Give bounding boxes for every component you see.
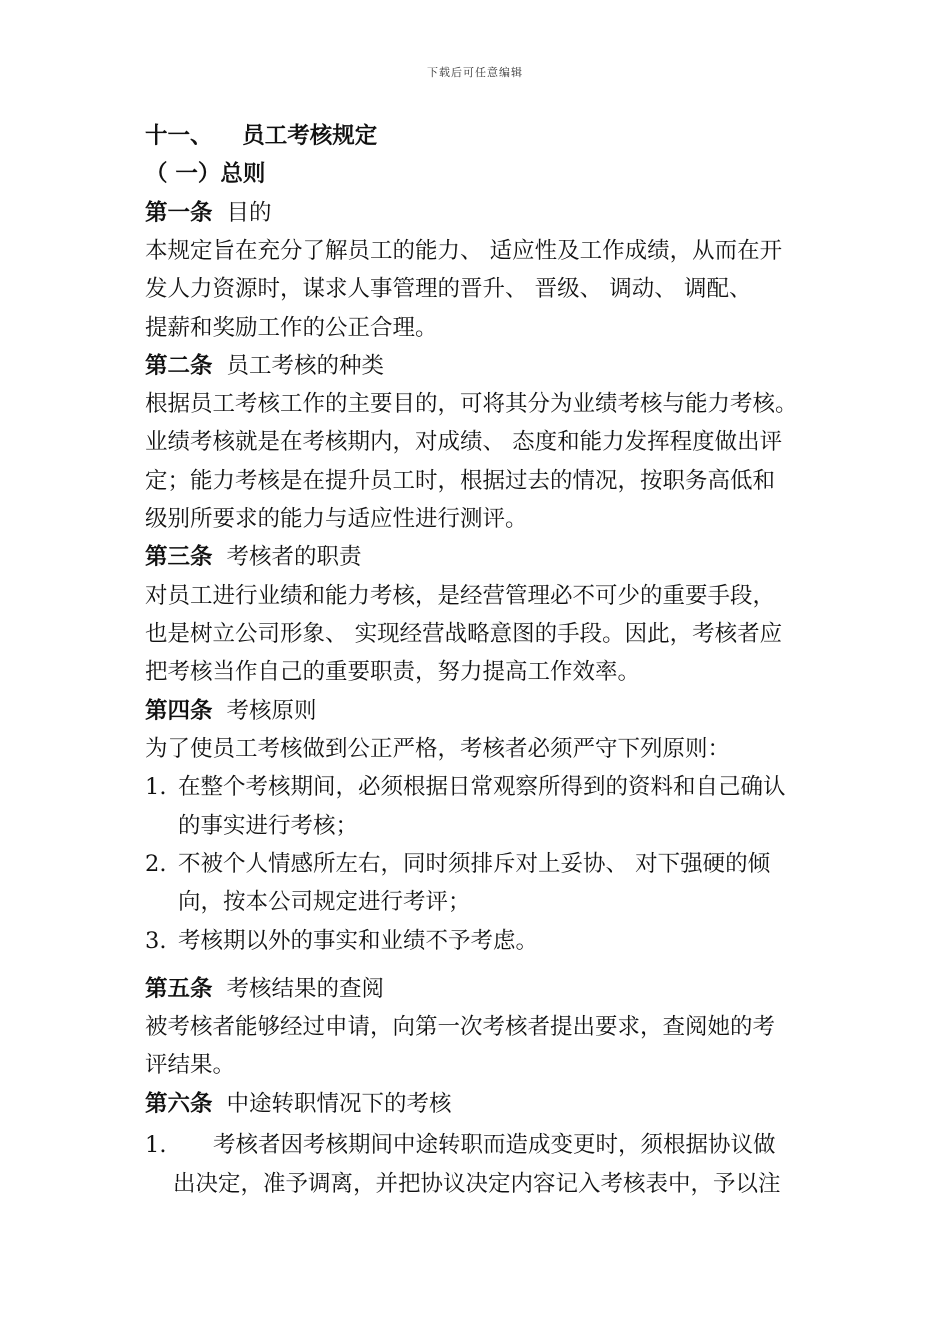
paragraph-line: 也是树立公司形象、 实现经营战略意图的手段。因此，考核者应 [145, 621, 783, 647]
paragraph-line: 发人力资源时，谋求人事管理的晋升、 晋级、 调动、 调配、 [145, 276, 752, 302]
list-number: 2. [145, 851, 167, 877]
article-label: 第一条 [145, 200, 213, 226]
paragraph-line: 本规定旨在充分了解员工的能力、 适应性及工作成绩，从而在开 [145, 238, 783, 264]
paragraph-line: 被考核者能够经过申请，向第一次考核者提出要求，查阅她的考 [145, 1014, 776, 1040]
paragraph-line: 评结果。 [145, 1052, 236, 1078]
section-heading: （ 一）总则 [145, 161, 266, 187]
paragraph-line: 定；能力考核是在提升员工时，根据过去的情况，按职务高低和 [145, 468, 776, 494]
paragraph-line: 提薪和奖励工作的公正合理。 [145, 315, 438, 341]
list-item [145, 1130, 776, 1160]
page-header: 下载后可任意编辑 [427, 66, 523, 79]
chapter-heading [145, 121, 377, 151]
list-number: 1. [145, 1132, 167, 1158]
paragraph-line: 业绩考核就是在考核期内，对成绩、 态度和能力发挥程度做出评 [145, 429, 783, 455]
list-text: 考核者因考核期间中途转职而造成变更时，须根据协议做 [213, 1132, 776, 1158]
article-2-heading [145, 351, 384, 381]
paragraph-line: 根据员工考核工作的主要目的，可将其分为业绩考核与能力考核。 [145, 391, 798, 417]
list-item [145, 849, 770, 879]
list-text: 不被个人情感所左右，同时须排斥对上妥协、 对下强硬的倾 [178, 851, 771, 877]
list-item-continuation: 的事实进行考核； [178, 813, 359, 839]
article-5-heading [145, 974, 384, 1004]
chapter-number: 十一、 [145, 123, 213, 149]
article-title: 中途转职情况下的考核 [226, 1091, 452, 1117]
article-4-heading [145, 696, 317, 726]
article-label: 第二条 [145, 353, 213, 379]
article-label: 第六条 [145, 1091, 213, 1117]
list-item [145, 926, 538, 956]
article-label: 第四条 [145, 698, 213, 724]
list-number: 1. [145, 774, 167, 800]
list-text: 在整个考核期间，必须根据日常观察所得到的资料和自己确认 [178, 774, 786, 800]
article-title: 员工考核的种类 [226, 353, 385, 379]
article-title: 考核原则 [226, 698, 317, 724]
list-number: 3. [145, 928, 167, 954]
article-title: 考核者的职责 [226, 544, 362, 570]
paragraph-line: 为了使员工考核做到公正严格，考核者必须严守下列原则： [145, 736, 731, 762]
list-item [145, 772, 786, 802]
article-label: 第五条 [145, 976, 213, 1002]
article-6-heading [145, 1089, 452, 1119]
article-title: 考核结果的查阅 [226, 976, 385, 1002]
article-3-heading [145, 542, 362, 572]
list-text: 考核期以外的事实和业绩不予考虑。 [178, 928, 539, 954]
list-item-continuation: 向，按本公司规定进行考评； [178, 889, 471, 915]
paragraph-line: 把考核当作自己的重要职责，努力提高工作效率。 [145, 659, 641, 685]
list-item-continuation: 出决定，准予调离，并把协议决定内容记入考核表中，予以注 [173, 1171, 781, 1197]
article-1-heading [145, 198, 272, 228]
paragraph-line: 级别所要求的能力与适应性进行测评。 [145, 506, 528, 532]
article-title: 目的 [226, 200, 272, 226]
article-label: 第三条 [145, 544, 213, 570]
paragraph-line: 对员工进行业绩和能力考核，是经营管理必不可少的重要手段， [145, 583, 776, 609]
chapter-title: 员工考核规定 [242, 123, 378, 149]
